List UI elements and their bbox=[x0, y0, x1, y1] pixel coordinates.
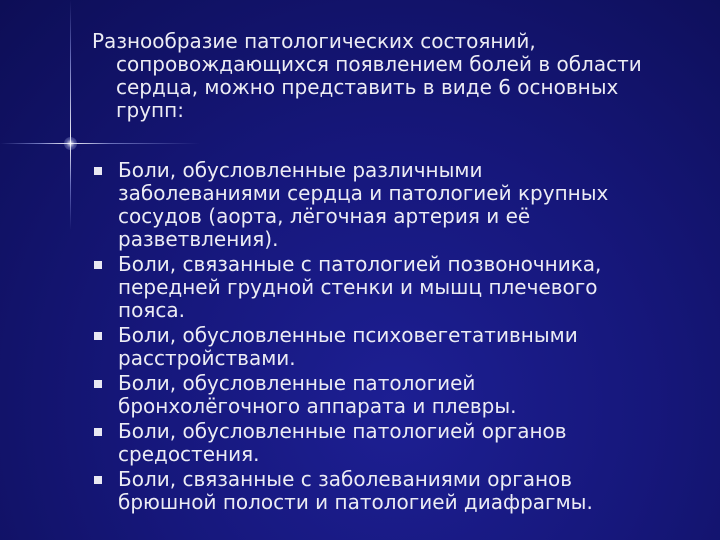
title-line: Разнообразие патологических состояний, bbox=[92, 29, 536, 53]
square-bullet-icon bbox=[94, 380, 102, 388]
bullet-item bbox=[92, 468, 692, 514]
bullet-item bbox=[92, 372, 692, 418]
bullet-line: разветвления). bbox=[118, 227, 279, 251]
bullet-item bbox=[92, 159, 692, 251]
bullet-line: Боли, обусловленные патологией органов bbox=[118, 419, 567, 443]
bullet-line: Боли, обусловленные различными bbox=[118, 158, 483, 182]
bullet-line: Боли, связанные с заболеваниями органов bbox=[118, 467, 573, 491]
bullet-line: заболеваниями сердца и патологией крупных bbox=[118, 181, 609, 205]
slide-title bbox=[92, 30, 692, 122]
bullet-item bbox=[92, 253, 692, 322]
square-bullet-icon bbox=[94, 167, 102, 175]
square-bullet-icon bbox=[94, 332, 102, 340]
bullet-line: передней грудной стенки и мышц плечевого bbox=[118, 275, 598, 299]
bullet-line: Боли, связанные с патологией позвоночника, bbox=[118, 252, 602, 276]
sparkle-icon bbox=[64, 137, 77, 150]
bullet-line: сосудов (аорта, лёгочная артерия и её bbox=[118, 204, 531, 228]
bullet-line: бронхолёгочного аппарата и плевры. bbox=[118, 394, 517, 418]
bullet-item bbox=[92, 324, 692, 370]
title-line: сердца, можно представить в виде 6 основных bbox=[116, 75, 619, 99]
title-line: сопровождающихся появлением болей в области bbox=[116, 52, 642, 76]
bullet-line: Боли, обусловленные психовегетативными bbox=[118, 323, 578, 347]
bullet-line: расстройствами. bbox=[118, 346, 296, 370]
square-bullet-icon bbox=[94, 428, 102, 436]
bullet-line: брюшной полости и патологией диафрагмы. bbox=[118, 490, 593, 514]
star-ray-vertical bbox=[70, 0, 71, 230]
square-bullet-icon bbox=[94, 476, 102, 484]
star-ray-horizontal bbox=[0, 143, 200, 144]
bullet-line: средостения. bbox=[118, 442, 260, 466]
bullet-item bbox=[92, 420, 692, 466]
bullet-line: пояса. bbox=[118, 298, 185, 322]
square-bullet-icon bbox=[94, 261, 102, 269]
bullet-line: Боли, обусловленные патологией bbox=[118, 371, 476, 395]
title-line: групп: bbox=[116, 98, 184, 122]
bullet-list bbox=[92, 159, 692, 516]
